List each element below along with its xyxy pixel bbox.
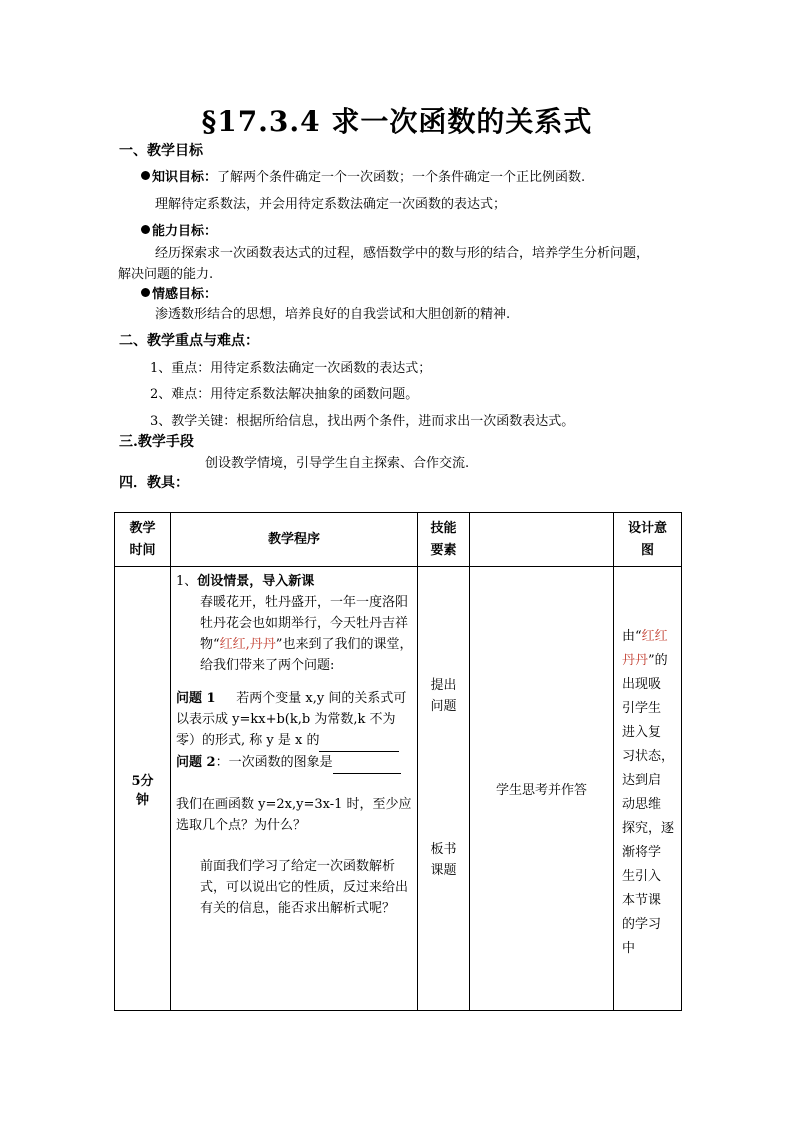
bullet-icon xyxy=(141,288,150,297)
knowledge-label: 知识目标： xyxy=(152,170,218,185)
ability-text-1: 经历探索求一次函数表达式的过程，感悟数学中的数与形的结合，培养学生分析问题， xyxy=(155,246,650,261)
section-teaching-goals: 一、教学目标 xyxy=(119,143,203,159)
ability-text-2: 解决问题的能力. xyxy=(118,267,214,282)
key-point-3: 3、教学关键：根据所给信息，找出两个条件，进而求出一次函数表达式。 xyxy=(150,414,575,429)
header-blank xyxy=(470,513,614,567)
question-2: 问题 2：一次函数的图象是 xyxy=(176,752,413,774)
bullet-icon xyxy=(141,171,150,180)
design-intent-text: 由“红红 丹丹”的 出现吸 引学生 进入复 习状态， 达到启 动思维 探究，逐 渐将学 生引入 本节课 的学习 中 xyxy=(622,629,675,956)
key-point-1: 1、重点：用待定系数法确定一次函数的表达式； xyxy=(150,361,432,376)
method-text: 创设教学情境，引导学生自主探索、合作交流. xyxy=(205,456,470,471)
header-program: 教学程序 xyxy=(171,513,418,567)
emotion-text: 渗透数形结合的思想，培养良好的自我尝试和大胆创新的精神. xyxy=(155,307,511,322)
section-key-points: 二、教学重点与难点： xyxy=(119,333,259,349)
bullet-icon xyxy=(141,225,150,234)
program-transition: 前面我们学习了给定一次函数解析式，可以说出它的性质，反过来给出有关的信息，能否求出解析式呢？ xyxy=(200,859,409,916)
lesson-table xyxy=(114,512,682,1011)
header-design: 设计意 图 xyxy=(614,513,682,567)
ability-goal xyxy=(141,220,217,239)
table-header-row xyxy=(115,513,682,567)
cell-design-intent xyxy=(614,567,682,1011)
header-time: 教学 时间 xyxy=(115,513,171,567)
cell-time: 5分 钟 xyxy=(115,567,171,1011)
header-skill: 技能 要素 xyxy=(418,513,470,567)
key-point-2: 2、难点：用待定系数法解决抽象的函数问题。 xyxy=(150,387,419,402)
section-teaching-means: 三.教学手段 xyxy=(119,434,194,450)
program-question-points: 我们在画函数 y=2x,y=3x-1 时，至少应选取几个点？为什么？ xyxy=(176,797,412,833)
question-1: 问题 1 若两个变量 x,y 间的关系式可以表示成 y=kx+b(k,b 为常数,k 不为零）的形式, 称 y 是 x 的 xyxy=(176,688,413,752)
section-teaching-aids: 四．教具： xyxy=(119,475,189,491)
knowledge-text-2: 理解待定系数法，并会用待定系数法确定一次函数的表达式； xyxy=(155,197,507,212)
program-intro: 春暖花开，牡丹盛开，一年一度洛阳牡丹花会也如期举行，今天牡丹吉祥物“红红,丹丹”也来到了我们的课堂，给我们带来了两个问题: xyxy=(200,595,413,673)
skill-write-title: 板书 课题 xyxy=(430,842,457,878)
emotion-goal xyxy=(141,283,217,302)
cell-program xyxy=(171,567,418,1011)
cell-skill xyxy=(418,567,470,1011)
page-title: §17.3.4 求一次函数的关系式 xyxy=(201,105,593,138)
program-heading: 1、创设情景，导入新课 xyxy=(176,574,315,589)
knowledge-goal xyxy=(141,166,585,185)
skill-ask-question: 提出 问题 xyxy=(430,678,457,714)
emotion-label: 情感目标： xyxy=(152,287,218,302)
table-row xyxy=(115,567,682,1011)
cell-student-activity: 学生思考并作答 xyxy=(470,567,614,1011)
knowledge-text: 了解两个条件确定一个一次函数；一个条件确定一个正比例函数. xyxy=(217,170,586,185)
ability-label: 能力目标： xyxy=(152,224,218,239)
